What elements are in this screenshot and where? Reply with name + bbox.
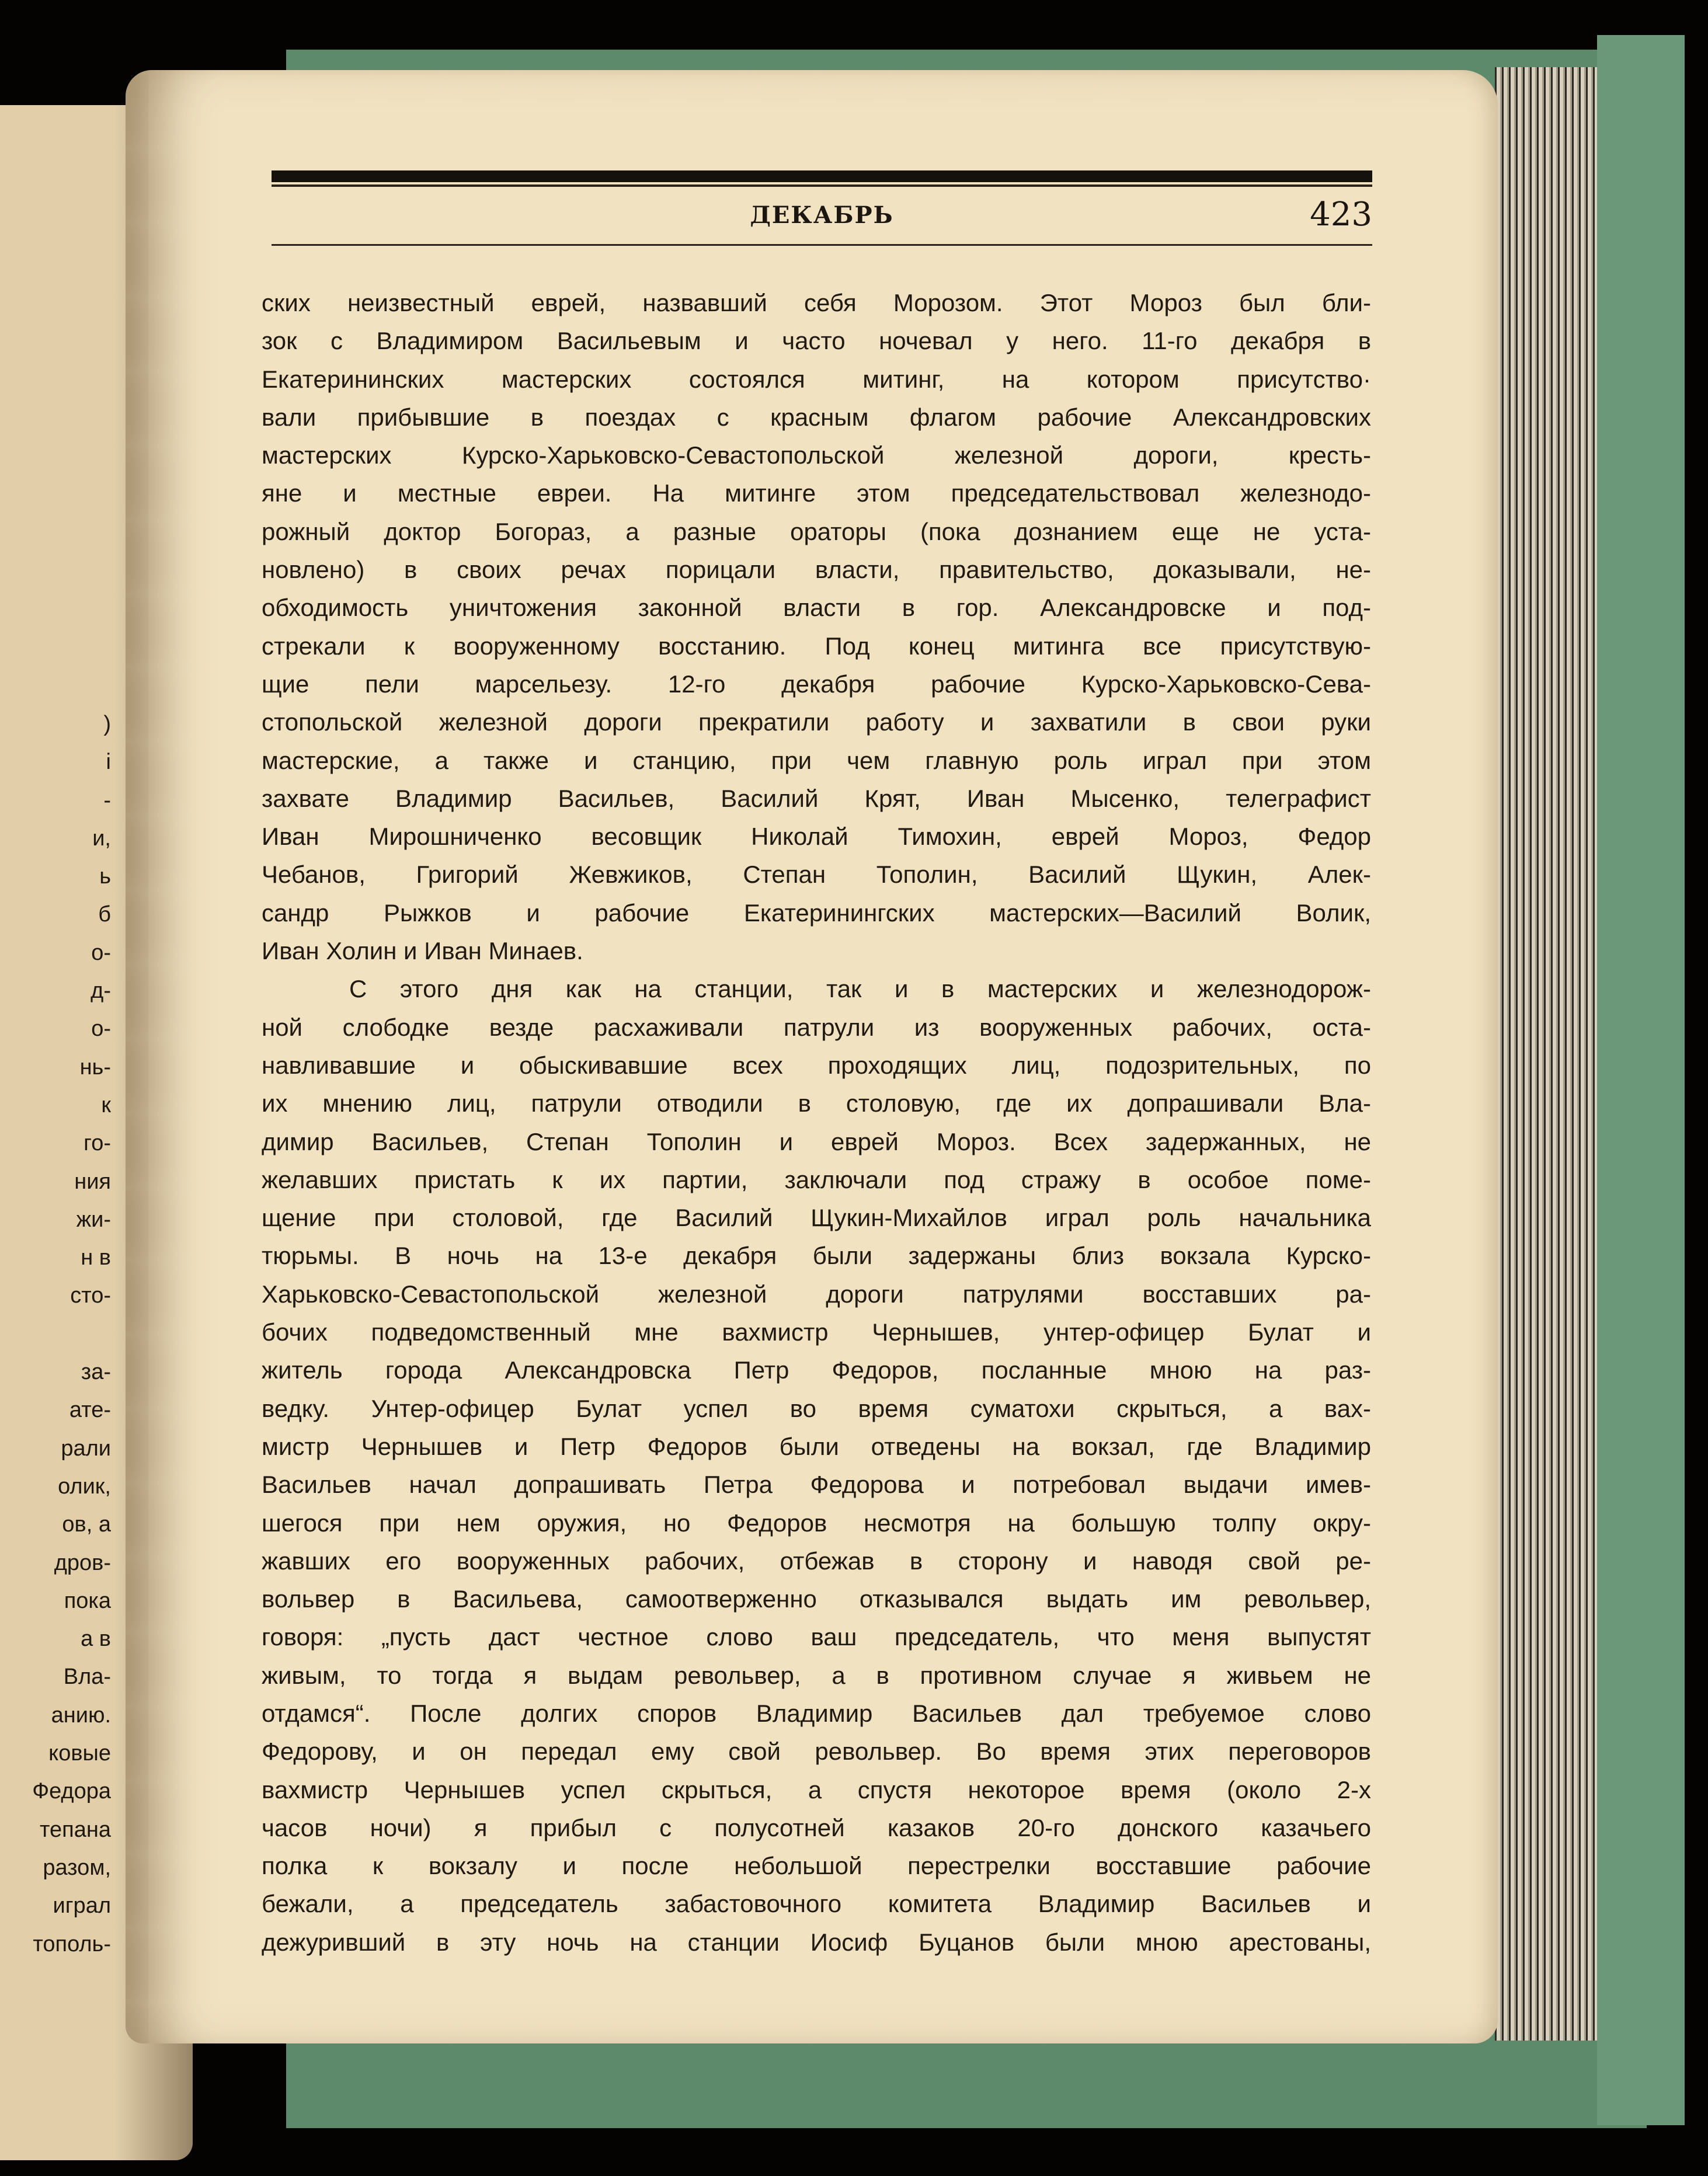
text-line: Чебанов, Григорий Жевжиков, Степан Тополин, Василий Щукин, Алек- <box>262 861 1371 889</box>
text-line: зок с Владимиром Васильевым и часто ночевал у него. 11-го декабря в <box>262 327 1371 355</box>
text-line: дежуривший в эту ночь на станции Иосиф Буцанов были мною арестованы, <box>262 1928 1371 1956</box>
green-cover-edge <box>1597 35 1685 2125</box>
text-line: тюрьмы. В ночь на 13-е декабря были задержаны близ вокзала Курско- <box>262 1242 1371 1270</box>
text-line: бочих подведомственный мне вахмистр Чернышев, унтер-офицер Булат и <box>262 1318 1371 1346</box>
text-line: ной слободке везде расхаживали патрули из вооруженных рабочих, оста- <box>262 1013 1371 1041</box>
left-page-fragment: б <box>98 902 111 927</box>
left-page-fragment: и, <box>92 826 111 851</box>
text-line: отдамся“. После долгих споров Владимир Васильев дал требуемое слово <box>262 1699 1371 1727</box>
text-line: Иван Холин и Иван Минаев. <box>262 937 583 965</box>
left-page-fragment: о- <box>91 940 111 965</box>
left-page-fragment: Вла- <box>63 1665 111 1690</box>
left-page-fragment: і <box>106 750 111 775</box>
text-line: шегося при нем оружия, но Федоров несмотря на большую толпу окру- <box>262 1509 1371 1537</box>
body-text <box>262 284 1371 1961</box>
left-page-fragment: дров- <box>54 1550 111 1575</box>
chapter-title: ДЕКАБРЬ <box>750 201 894 229</box>
text-line: захвате Владимир Васильев, Василий Крят, Иван Мысенко, телеграфист <box>262 784 1371 812</box>
text-line: Харьковско-Севастопольской железной дороги патрулями восставших ра- <box>262 1280 1371 1308</box>
text-line: жавших его вооруженных рабочих, отбежав в сторону и наводя свой ре- <box>262 1547 1371 1575</box>
text-line: Васильев начал допрашивать Петра Федорова и потребовал выдачи имев- <box>262 1471 1371 1499</box>
text-line: рожный доктор Богораз, а разные ораторы (пока дознанием еще не уста- <box>262 517 1371 545</box>
left-page-fragment: н в <box>81 1245 111 1270</box>
left-page-fragment: разом, <box>43 1855 111 1880</box>
left-page-fragment: ) <box>103 712 111 736</box>
left-page-text-fragments <box>32 705 111 1963</box>
running-head <box>272 196 1372 236</box>
text-line: мистр Чернышев и Петр Федоров были отведены на вокзал, где Владимир <box>262 1432 1371 1460</box>
text-line: стрекали к вооруженному восстанию. Под конец митинга все присутствую- <box>262 632 1371 660</box>
paragraph-1 <box>262 284 1371 970</box>
text-line: яне и местные евреи. На митинге этом председательствовал железнодо- <box>262 479 1371 507</box>
text-line: С этого дня как на станции, так и в мастерских и железнодорож- <box>349 975 1371 1003</box>
text-line: Екатерининских мастерских состоялся митинг, на котором присутство· <box>262 365 1371 393</box>
left-page-fragment: пока <box>64 1588 111 1613</box>
left-page-fragment: а в <box>81 1627 111 1652</box>
text-line: житель города Александровска Петр Федоров, посланные мною на раз- <box>262 1356 1371 1384</box>
text-line: бежали, а председатель забастовочного комитета Владимир Васильев и <box>262 1890 1371 1918</box>
header-thick-rule <box>272 170 1372 182</box>
text-line: обходимость уничтожения законной власти в гор. Александровске и под- <box>262 594 1371 622</box>
text-line: навливавшие и обыскивавшие всех проходящих лиц, подозрительных, по <box>262 1051 1371 1079</box>
text-line: щие пели марсельезу. 12-го декабря рабочие Курско-Харьковско-Сева- <box>262 670 1371 698</box>
text-line: мастерские, а также и станцию, при чем главную роль играл при этом <box>262 746 1371 774</box>
text-line: Иван Мирошниченко весовщик Николай Тимохин, еврей Мороз, Федор <box>262 823 1371 851</box>
text-line: сандр Рыжков и рабочие Екатеринингских мастерских—Василий Волик, <box>262 899 1371 927</box>
left-page-fragment: сто- <box>70 1283 111 1308</box>
left-page-fragment: Федора <box>32 1779 111 1804</box>
left-page-fragment: ате- <box>69 1398 111 1423</box>
page-stack-edges <box>1495 67 1597 2041</box>
text-line: желавших пристать к их партии, заключали под стражу в особое поме- <box>262 1165 1371 1193</box>
text-line: говоря: „пусть даст честное слово ваш председатель, что меня выпустят <box>262 1623 1371 1651</box>
left-page-fragment: ь <box>99 864 111 889</box>
page-number: 423 <box>1310 196 1372 234</box>
text-line: живым, то тогда я выдам револьвер, а в противном случае я живьем не <box>262 1661 1371 1689</box>
left-page-fragment: анию. <box>51 1702 111 1728</box>
text-line: вольвер в Васильева, самоотверженно отказывался выдать им револьвер, <box>262 1585 1371 1613</box>
left-page-fragment: ния <box>74 1169 111 1194</box>
text-line: полка к вокзалу и после небольшой перестрелки восставшие рабочие <box>262 1852 1371 1880</box>
left-page-fragment: д- <box>91 979 111 1004</box>
left-page-fragment: олик, <box>58 1474 111 1499</box>
left-page-fragment: о- <box>91 1016 111 1042</box>
text-line: их мнению лиц, патрули отводили в столовую, где их допрашивали Вла- <box>262 1089 1371 1117</box>
left-page-fragment: - <box>103 788 111 813</box>
left-page-fragment: рали <box>61 1436 111 1461</box>
text-line: новлено) в своих речах порицали власти, правительство, доказывали, не- <box>262 556 1371 584</box>
left-page-fragment: ов, а <box>62 1512 111 1537</box>
left-page-fragment: играл <box>53 1893 111 1919</box>
text-line: стопольской железной дороги прекратили работу и захватили в свои руки <box>262 708 1371 736</box>
header-bottom-rule <box>272 244 1372 246</box>
left-page-fragment: тепана <box>40 1817 111 1842</box>
left-page-fragment <box>32 1315 111 1353</box>
left-page-fragment: жи- <box>76 1207 111 1232</box>
left-page-fragment: ковые <box>48 1741 111 1766</box>
text-line: ведку. Унтер-офицер Булат успел во время суматохи скрыться, а вах- <box>262 1394 1371 1422</box>
text-line: часов ночи) я прибыл с полусотней казаков 20-го донского казачьего <box>262 1813 1371 1841</box>
header-thin-rule <box>272 184 1372 187</box>
text-line: мастерских Курско-Харьковско-Севастопольской железной дороги, кресть- <box>262 441 1371 469</box>
left-page-fragment: за- <box>81 1360 111 1385</box>
text-line: вали прибывшие в поездах с красным флагом рабочие Александровских <box>262 403 1371 431</box>
text-line: щение при столовой, где Василий Щукин-Михайлов играл роль начальника <box>262 1204 1371 1232</box>
paragraph-2 <box>262 970 1371 1961</box>
left-page-fragment: к <box>101 1092 111 1117</box>
left-page-fragment: го- <box>84 1131 111 1156</box>
text-line: вахмистр Чернышев успел скрыться, а спустя некоторое время (около 2-х <box>262 1775 1371 1804</box>
left-page-fragment: нь- <box>79 1054 111 1080</box>
left-page-fragment: тополь- <box>33 1931 111 1956</box>
text-line: димир Васильев, Степан Тополин и еврей Мороз. Всех задержанных, не <box>262 1127 1371 1155</box>
text-line: ских неизвестный еврей, назвавший себя Морозом. Этот Мороз был бли- <box>262 289 1371 316</box>
text-line: Федорову, и он передал ему свой револьвер. Во время этих переговоров <box>262 1738 1371 1766</box>
